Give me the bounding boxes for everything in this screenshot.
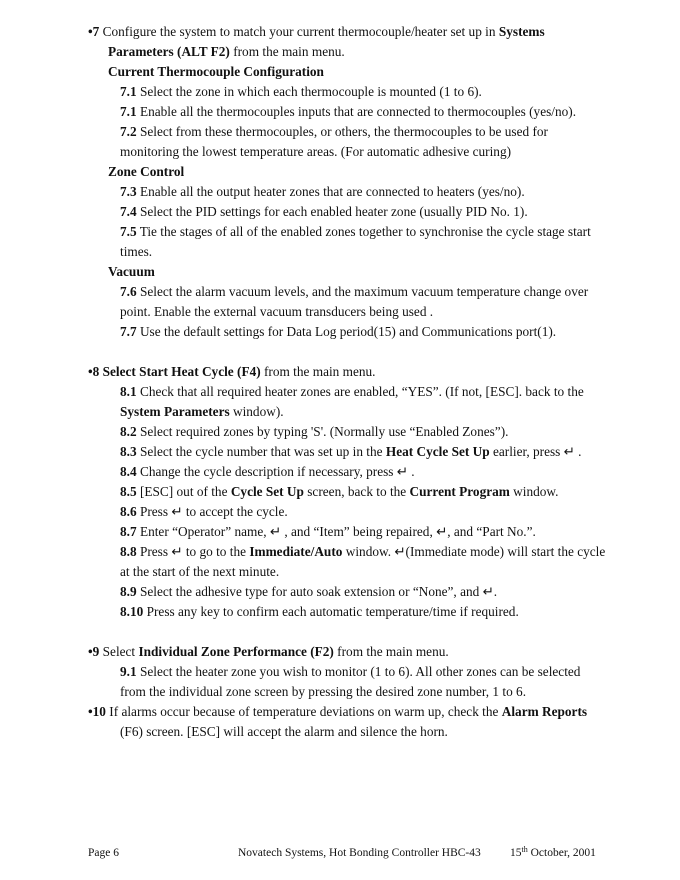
text: monitoring the lowest temperature areas. (For automatic adhesive curing) bbox=[120, 144, 512, 159]
bold-text: 8.5 bbox=[120, 484, 137, 499]
footer-date-day: 15 bbox=[510, 847, 522, 859]
bold-text: Vacuum bbox=[108, 264, 155, 279]
text: at the start of the next minute. bbox=[120, 564, 280, 579]
text: Tie the stages of all of the enabled zones together to synchronise the cycle stage start bbox=[136, 224, 591, 239]
document-line bbox=[120, 444, 581, 460]
bold-text: •10 bbox=[88, 704, 106, 719]
bold-text: 8.7 bbox=[120, 524, 137, 539]
footer-title: Novatech Systems, Hot Bonding Controller HBC-43 bbox=[238, 847, 481, 859]
bold-text: 8.4 bbox=[120, 464, 137, 479]
text: Enter “Operator” name, ↵ , and “Item” being repaired, ↵, and “Part No.”. bbox=[136, 524, 536, 539]
document-line bbox=[120, 584, 497, 600]
document-line bbox=[120, 144, 511, 160]
bold-text: Systems bbox=[498, 24, 545, 39]
text: from the main menu. bbox=[229, 44, 345, 59]
bold-text: •9 bbox=[88, 644, 103, 659]
text: Press ↵ to go to the bbox=[136, 544, 250, 559]
text: times. bbox=[120, 244, 153, 259]
text: (F6) screen. [ESC] will accept the alarm and silence the horn. bbox=[120, 724, 448, 739]
text: Select the cycle number that was set up in the bbox=[136, 444, 386, 459]
footer-date bbox=[510, 845, 596, 861]
bold-text: 8.2 bbox=[120, 424, 137, 439]
document-line bbox=[120, 84, 482, 100]
document-line bbox=[108, 264, 155, 280]
text: Select required zones by typing 'S'. (Normally use “Enabled Zones”). bbox=[136, 424, 509, 439]
text: Select the alarm vacuum levels, and the maximum vacuum temperature change over bbox=[136, 284, 589, 299]
document-line bbox=[120, 724, 448, 740]
bold-text: Heat Cycle Set Up bbox=[385, 444, 490, 459]
document-line bbox=[120, 204, 528, 220]
text: from the individual zone screen by pressing the desired zone number, 1 to 6. bbox=[120, 684, 527, 699]
document-line bbox=[120, 224, 591, 240]
text: Select the zone in which each thermocouple is mounted (1 to 6). bbox=[136, 84, 482, 99]
document-line bbox=[120, 284, 588, 300]
step-heading bbox=[88, 644, 449, 660]
document-line bbox=[120, 524, 536, 540]
bold-text: 8.3 bbox=[120, 444, 137, 459]
document-line bbox=[108, 64, 324, 80]
bold-text: 8.6 bbox=[120, 504, 137, 519]
text: window. ↵(Immediate mode) will start the cycle bbox=[342, 544, 606, 559]
document-line bbox=[120, 124, 548, 140]
bold-text: System Parameters bbox=[120, 404, 230, 419]
document-line bbox=[120, 684, 526, 700]
bold-text: 7.1 bbox=[120, 84, 137, 99]
document-line bbox=[120, 564, 279, 580]
text: Use the default settings for Data Log period(15) and Communications port(1). bbox=[136, 324, 557, 339]
bold-text: Immediate/Auto bbox=[249, 544, 343, 559]
document-line bbox=[120, 244, 152, 260]
text: window. bbox=[509, 484, 559, 499]
document-line bbox=[108, 44, 345, 60]
text: from the main menu. bbox=[333, 644, 449, 659]
footer-date-suffix: th bbox=[521, 845, 528, 854]
document-line bbox=[120, 464, 415, 480]
bold-text: Alarm Reports bbox=[501, 704, 588, 719]
bold-text: Parameters (ALT F2) bbox=[108, 44, 230, 59]
document-line bbox=[108, 164, 184, 180]
text: Configure the system to match your current thermocouple/heater set up in bbox=[102, 24, 499, 39]
text: If alarms occur because of temperature deviations on warm up, check the bbox=[105, 704, 502, 719]
document-line bbox=[120, 604, 519, 620]
step-heading bbox=[88, 704, 587, 720]
document-line bbox=[120, 104, 576, 120]
bold-text: 7.4 bbox=[120, 204, 137, 219]
bold-text: •8 Select Start Heat Cycle (F4) bbox=[88, 364, 261, 379]
bold-text: 9.1 bbox=[120, 664, 137, 679]
document-line bbox=[120, 384, 584, 400]
text: Change the cycle description if necessary, press ↵ . bbox=[136, 464, 415, 479]
text: screen, back to the bbox=[303, 484, 410, 499]
text: Select the heater zone you wish to monitor (1 to 6). All other zones can be selected bbox=[136, 664, 581, 679]
text: earlier, press ↵ . bbox=[489, 444, 582, 459]
bold-text: 8.8 bbox=[120, 544, 137, 559]
text: point. Enable the external vacuum transducers being used . bbox=[120, 304, 434, 319]
text: Check that all required heater zones are enabled, “YES”. (If not, [ESC]. back to the bbox=[136, 384, 584, 399]
bold-text: 7.6 bbox=[120, 284, 137, 299]
document-line bbox=[120, 324, 556, 340]
document-line bbox=[120, 424, 508, 440]
bold-text: Cycle Set Up bbox=[230, 484, 304, 499]
text: Enable all the thermocouples inputs that are connected to thermocouples (yes/no). bbox=[136, 104, 577, 119]
text: window). bbox=[229, 404, 284, 419]
bold-text: 7.3 bbox=[120, 184, 137, 199]
bold-text: Individual Zone Performance (F2) bbox=[138, 644, 334, 659]
text: Enable all the output heater zones that are connected to heaters (yes/no). bbox=[136, 184, 525, 199]
text: Select the adhesive type for auto soak extension or “None”, and ↵. bbox=[136, 584, 498, 599]
bold-text: 8.10 bbox=[120, 604, 144, 619]
bold-text: 8.1 bbox=[120, 384, 137, 399]
text: Select the PID settings for each enabled heater zone (usually PID No. 1). bbox=[136, 204, 528, 219]
bold-text: 7.2 bbox=[120, 124, 137, 139]
footer-page-number: Page 6 bbox=[88, 847, 119, 859]
document-line bbox=[120, 184, 525, 200]
bold-text: 7.5 bbox=[120, 224, 137, 239]
text: [ESC] out of the bbox=[136, 484, 231, 499]
text: Press ↵ to accept the cycle. bbox=[136, 504, 288, 519]
bold-text: 7.7 bbox=[120, 324, 137, 339]
document-line bbox=[120, 664, 580, 680]
bold-text: 7.1 bbox=[120, 104, 137, 119]
document-line bbox=[120, 544, 605, 560]
text: from the main menu. bbox=[260, 364, 376, 379]
text: Select from these thermocouples, or others, the thermocouples to be used for bbox=[136, 124, 548, 139]
document-line bbox=[120, 304, 433, 320]
text: Select bbox=[102, 644, 139, 659]
text: Press any key to confirm each automatic temperature/time if required. bbox=[143, 604, 519, 619]
bold-text: Current Thermocouple Configuration bbox=[108, 64, 324, 79]
bold-text: 8.9 bbox=[120, 584, 137, 599]
step-heading bbox=[88, 24, 545, 40]
document-line bbox=[120, 484, 559, 500]
bold-text: Current Program bbox=[409, 484, 510, 499]
footer-date-rest: October, 2001 bbox=[527, 847, 596, 859]
step-heading bbox=[88, 364, 376, 380]
bold-text: •7 bbox=[88, 24, 103, 39]
bold-text: Zone Control bbox=[108, 164, 185, 179]
document-line bbox=[120, 504, 288, 520]
document-line bbox=[120, 404, 284, 420]
